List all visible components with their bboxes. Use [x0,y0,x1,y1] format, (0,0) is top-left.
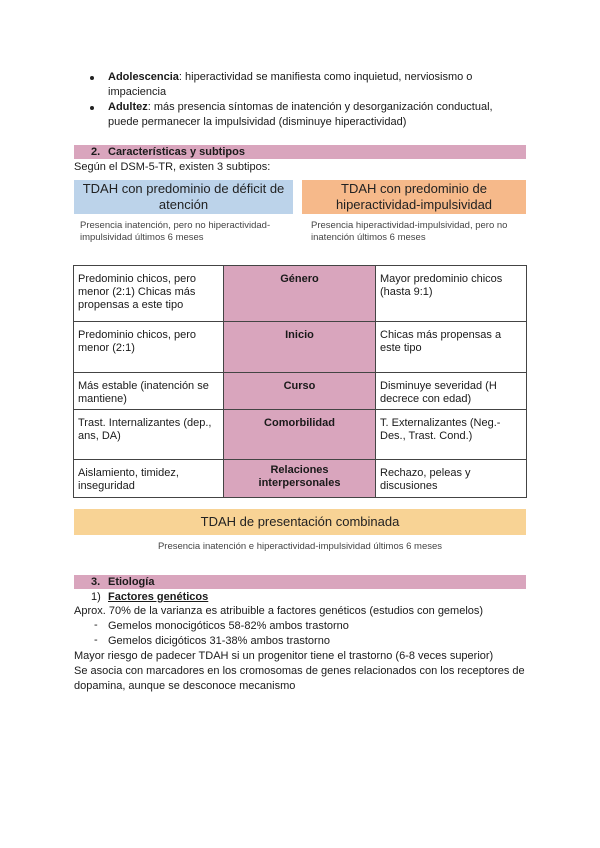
section-title: Etiología [108,576,155,588]
table-cell-category: Relaciones interpersonales [224,460,376,498]
subsection-number: 1) [91,591,101,603]
bullet-term: Adultez [108,101,148,113]
dash-marker: - [94,634,98,646]
combined-box [74,509,526,535]
table-cell-category: Curso [224,373,376,410]
section-number: 3. [91,576,101,588]
subtype-box-hiperactividad [302,180,526,214]
table-cell-right: T. Externalizantes (Neg.-Des., Trast. Cond.) [376,410,527,460]
bullet-term: Adolescencia [108,71,179,83]
subtype-title: TDAH con predominio de déficit de atención [82,181,285,212]
table-cell-category: Comorbilidad [224,410,376,460]
bullet-adultez [108,100,508,130]
dash-item: Gemelos dicigóticos 31-38% ambos trastorno [108,635,330,647]
table-cell-left: Aislamiento, timidez, inseguridad [74,460,224,498]
section-title: Características y subtipos [108,146,245,158]
subsection-title: Factores genéticos [108,591,209,603]
table-row [74,373,527,410]
table-cell-left: Predominio chicos, pero menor (2:1) [74,322,224,373]
bullet-dot [90,76,94,80]
dash-marker: - [94,619,98,631]
dash-item: Gemelos monocigóticos 58-82% ambos trastorno [108,620,349,632]
bullet-text: : hiperactividad se manifiesta como inquietud, nerviosismo o impaciencia [108,71,473,98]
table-cell-category: Inicio [224,322,376,373]
table-cell-category: Género [224,266,376,322]
table-cell-left: Trast. Internalizantes (dep., ans, DA) [74,410,224,460]
table-row [74,460,527,498]
markers-line: Se asocia con marcadores en los cromosomas de genes relacionados con los receptores de [74,665,525,677]
table-cell-right: Disminuye severidad (H decrece con edad) [376,373,527,410]
table-row [74,266,527,322]
bullet-text: : más presencia síntomas de inatención y desorganización conductual, puede permanecer la impulsividad (disminuye hiperactividad) [108,101,493,128]
combined-desc: Presencia inatención e hiperactividad-impulsividad últimos 6 meses [157,541,443,552]
markers-line-cont: dopamina, aunque se desconoce mecanismo [74,680,296,692]
subtype-title: TDAH con predominio de hiperactividad-impulsividad [335,181,493,212]
combined-title: TDAH de presentación combinada [200,514,400,529]
table-cell-right: Mayor predominio chicos (hasta 9:1) [376,266,527,322]
subtype-box-inatencion [74,180,293,214]
table-cell-left: Predominio chicos, pero menor (2:1) Chicas más propensas a este tipo [74,266,224,322]
subtype-desc: Presencia hiperactividad-impulsividad, pero no inatención últimos 6 meses [311,220,508,243]
table-cell-right: Chicas más propensas a este tipo [376,322,527,373]
risk-line: Mayor riesgo de padecer TDAH si un progenitor tiene el trastorno (6-8 veces superior) [74,650,494,662]
table-row [74,410,527,460]
table-row [74,322,527,373]
table-cell-right: Rechazo, peleas y discusiones [376,460,527,498]
genetics-line: Aprox. 70% de la varianza es atribuible a factores genéticos (estudios con gemelos) [74,605,484,617]
section-number: 2. [91,146,101,158]
comparison-table [73,265,527,498]
bullet-dot [90,106,94,110]
table-cell-left: Más estable (inatención se mantiene) [74,373,224,410]
subtype-desc: Presencia inatención, pero no hiperactividad-impulsividad últimos 6 meses [80,220,271,243]
bullet-adolescencia [108,70,508,100]
section-intro: Según el DSM-5-TR, existen 3 subtipos: [74,161,271,173]
